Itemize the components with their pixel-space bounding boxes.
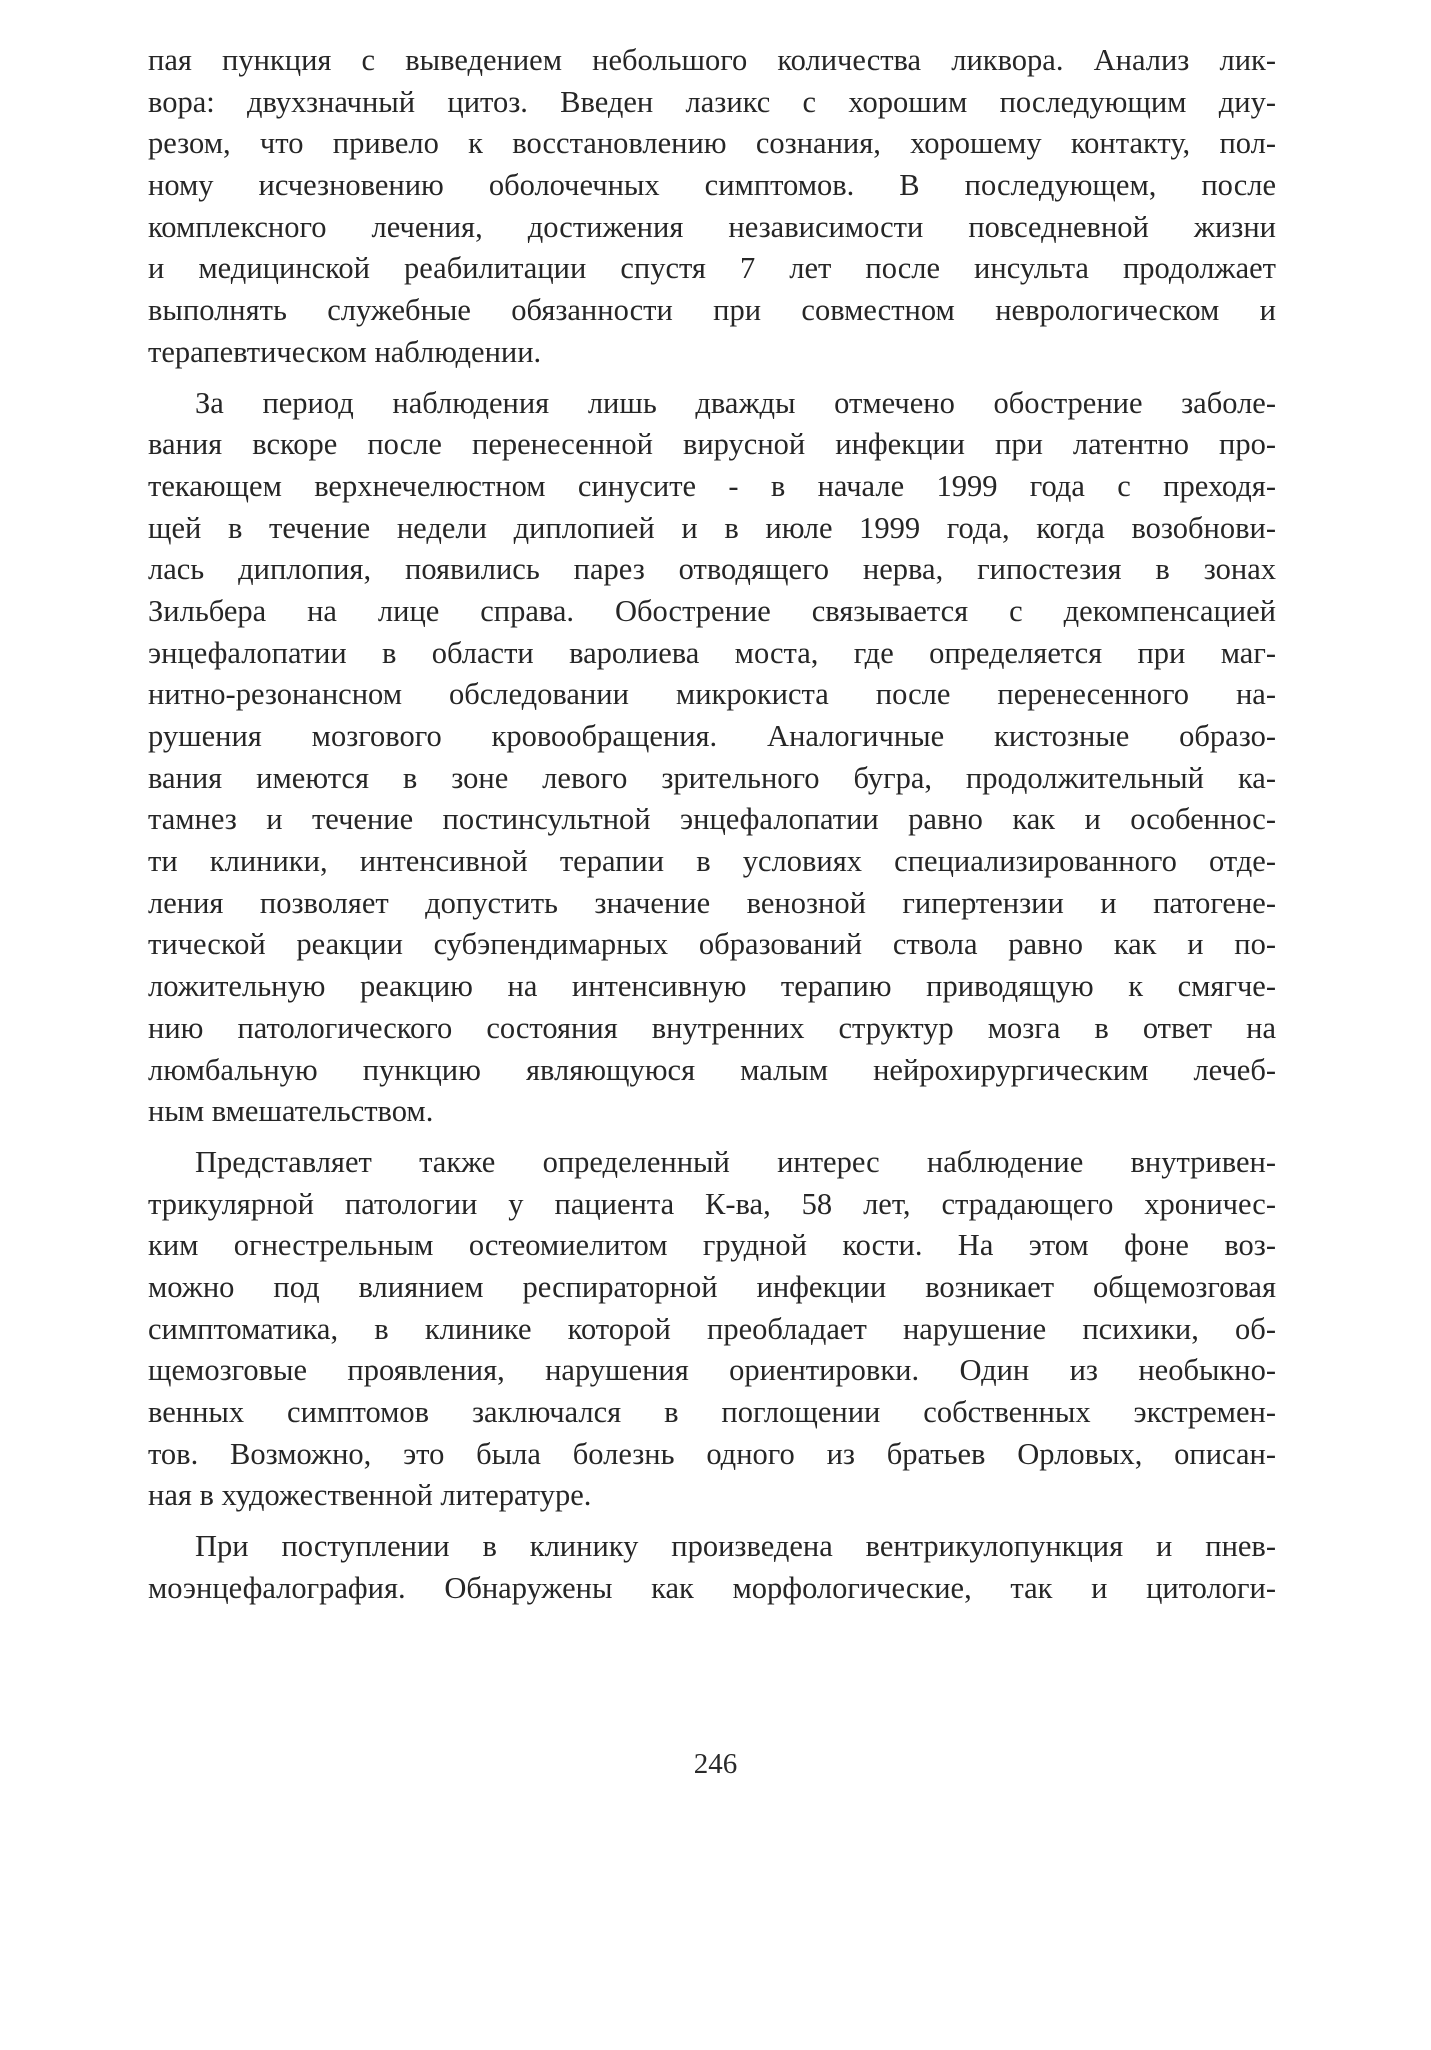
- text-line: энцефалопатии в области варолиева моста, где определяется при маг-: [148, 635, 1276, 670]
- text-line: симптоматика, в клинике которой преобладает нарушение психики, об-: [148, 1311, 1276, 1346]
- text-line: тов. Возможно, это была болезнь одного из братьев Орловых, описан-: [148, 1436, 1276, 1471]
- text-line: тической реакции субэпендимарных образований ствола равно как и по-: [148, 927, 1276, 962]
- text-line: моэнцефалография. Обнаружены как морфологические, так и цитологи-: [148, 1570, 1276, 1605]
- paragraph: [148, 40, 1276, 374]
- paragraph: [148, 383, 1276, 1133]
- text-line: ная в художественной литературе.: [148, 1478, 592, 1513]
- text-line: вания имеются в зоне левого зрительного бугра, продолжительный ка-: [148, 760, 1276, 795]
- text-line: ления позволяет допустить значение венозной гипертензии и патогене-: [148, 885, 1276, 920]
- text-line: ким огнестрельным остеомиелитом грудной кости. На этом фоне воз-: [148, 1228, 1276, 1263]
- text-line: пая пункция с выведением небольшого количества ликвора. Анализ лик-: [148, 43, 1276, 77]
- text-line: и медицинской реабилитации спустя 7 лет после инсульта продолжает: [148, 251, 1276, 286]
- text-line: нию патологического состояния внутренних структур мозга в ответ на: [148, 1010, 1276, 1045]
- text-line: ному исчезновению оболочечных симптомов. В последующем, после: [148, 168, 1276, 203]
- text-line: ти клиники, интенсивной терапии в условиях специализированного отде-: [148, 844, 1276, 879]
- text-line: вора: двухзначный цитоз. Введен лазикс с хорошим последующим диу-: [148, 84, 1276, 119]
- text-line: венных симптомов заключался в поглощении собственных экстремен-: [148, 1395, 1276, 1429]
- body-text: [148, 40, 1276, 1618]
- text-line: щемозговые проявления, нарушения ориентировки. Один из необыкно-: [148, 1353, 1276, 1388]
- text-line: За период наблюдения лишь дважды отмечено обострение заболе-: [195, 385, 1276, 420]
- text-line: тамнез и течение постинсультной энцефалопатии равно как и особеннос-: [148, 802, 1276, 837]
- text-line: терапевтическом наблюдении.: [148, 334, 542, 369]
- text-line: резом, что привело к восстановлению сознания, хорошему контакту, пол-: [148, 126, 1276, 161]
- text-line: ным вмешательством.: [148, 1094, 434, 1129]
- text-line: При поступлении в клинику произведена вентрикулопункция и пнев-: [195, 1529, 1276, 1564]
- paragraph: [148, 1526, 1276, 1609]
- page-number: 246: [693, 1748, 738, 1780]
- text-line: ложительную реакцию на интенсивную терапию приводящую к смягче-: [148, 969, 1276, 1004]
- text-line: можно под влиянием респираторной инфекции возникает общемозговая: [148, 1269, 1276, 1304]
- text-line: вания вскоре после перенесенной вирусной инфекции при латентно про-: [148, 427, 1276, 462]
- text-line: щей в течение недели диплопией и в июле 1999 года, когда возобнови-: [148, 510, 1276, 545]
- paragraph: [148, 1142, 1276, 1517]
- text-line: Зильбера на лице справа. Обострение связывается с декомпенсацией: [148, 593, 1276, 628]
- text-line: рушения мозгового кровообращения. Аналогичные кистозные образо-: [148, 719, 1276, 753]
- text-line: Представляет также определенный интерес наблюдение внутривен-: [195, 1144, 1276, 1179]
- text-line: трикулярной патологии у пациента К-ва, 58 лет, страдающего хроничес-: [148, 1186, 1276, 1221]
- text-line: текающем верхнечелюстном синусите - в начале 1999 года с преходя-: [148, 468, 1276, 503]
- text-line: люмбальную пункцию являющуюся малым нейрохирургическим лечеб-: [148, 1052, 1276, 1087]
- text-line: выполнять служебные обязанности при совместном неврологическом и: [148, 293, 1276, 328]
- text-line: лась диплопия, появились парез отводящего нерва, гипостезия в зонах: [148, 552, 1276, 587]
- text-line: нитно-резонансном обследовании микрокиста после перенесенного на-: [148, 677, 1276, 712]
- text-line: комплексного лечения, достижения независимости повседневной жизни: [148, 209, 1276, 244]
